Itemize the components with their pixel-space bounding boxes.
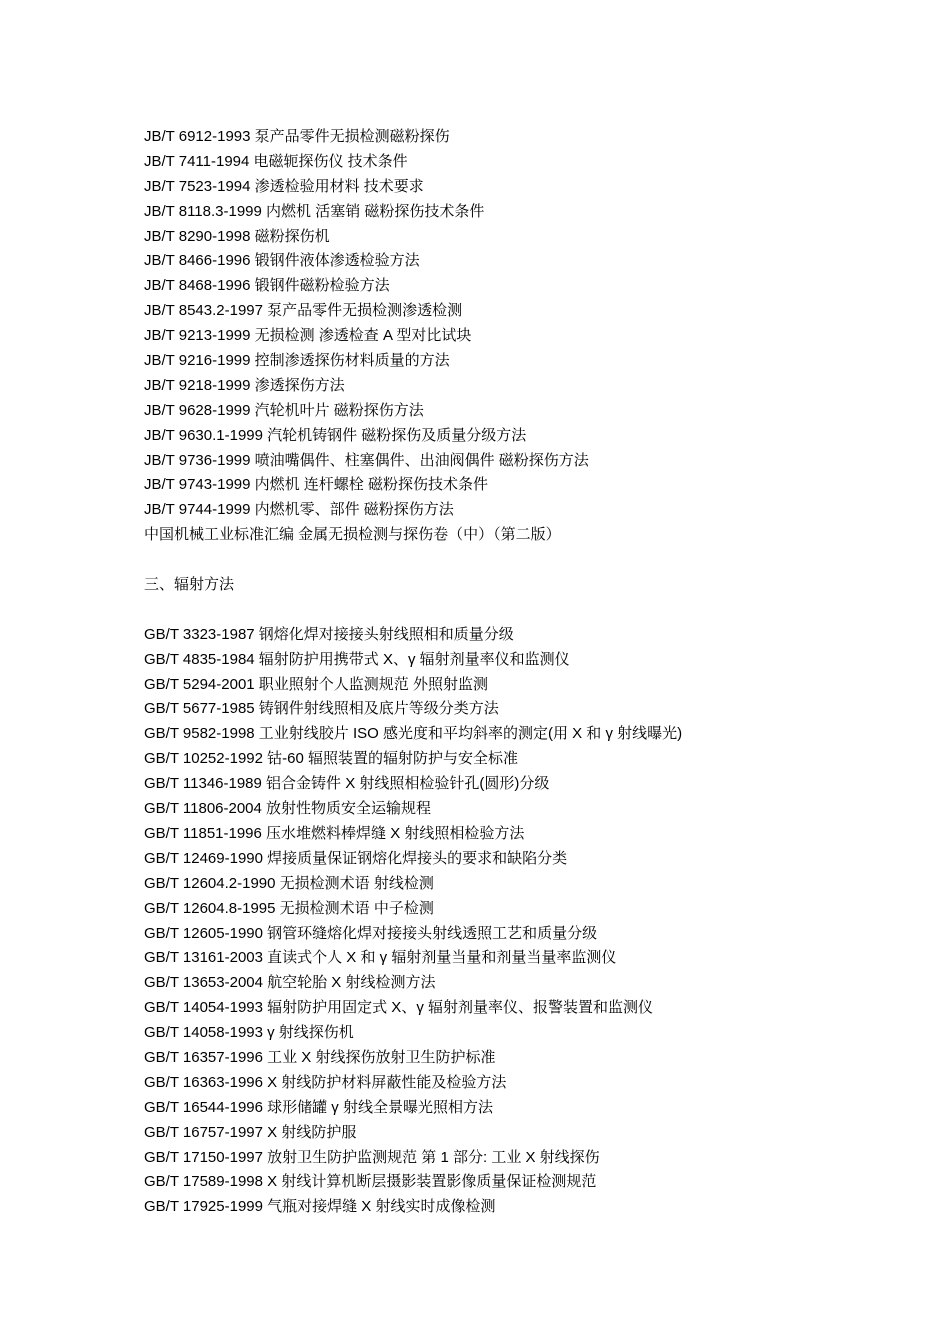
list-item: JB/T 9218-1999 渗透探伤方法 — [144, 376, 345, 394]
list-item: GB/T 14058-1993 γ 射线探伤机 — [144, 1024, 354, 1042]
list-item: JB/T 8543.2-1997 泵产品零件无损检测渗透检测 — [144, 302, 463, 320]
list-item: GB/T 11806-2004 放射性物质安全运输规程 — [144, 800, 432, 818]
list-item: GB/T 13653-2004 航空轮胎 X 射线检测方法 — [144, 974, 436, 992]
jbt-standards-list — [144, 125, 904, 548]
list-item: GB/T 12469-1990 焊接质量保证钢熔化焊接头的要求和缺陷分类 — [144, 849, 568, 867]
list-item: JB/T 7411-1994 电磁轭探伤仪 技术条件 — [144, 152, 408, 170]
list-item: GB/T 17150-1997 放射卫生防护监测规范 第 1 部分: 工业 X 射线探伤 — [144, 1148, 600, 1166]
list-item: GB/T 16757-1997 X 射线防护服 — [144, 1123, 357, 1141]
list-item: JB/T 6912-1993 泵产品零件无损检测磁粉探伤 — [144, 128, 450, 145]
section-heading: 三、辐射方法 — [144, 576, 235, 594]
list-item: JB/T 9743-1999 内燃机 连杆螺栓 磁粉探伤技术条件 — [144, 476, 488, 494]
list-item: JB/T 9736-1999 喷油嘴偶件、柱塞偶件、出油阀偶件 磁粉探伤方法 — [144, 451, 589, 469]
list-item: JB/T 8468-1996 锻钢件磁粉检验方法 — [144, 277, 390, 295]
list-item: GB/T 12604.8-1995 无损检测术语 中子检测 — [144, 899, 434, 917]
blank-line — [144, 548, 904, 573]
document-page — [144, 125, 904, 1220]
list-item: GB/T 16363-1996 X 射线防护材料屏蔽性能及检验方法 — [144, 1073, 507, 1091]
list-item: GB/T 14054-1993 辐射防护用固定式 X、γ 辐射剂量率仪、报警装置和监测仪 — [144, 999, 653, 1017]
list-item: JB/T 9628-1999 汽轮机叶片 磁粉探伤方法 — [144, 401, 424, 419]
list-item: GB/T 10252-1992 钴-60 辐照装置的辐射防护与安全标准 — [144, 750, 518, 768]
list-item: 中国机械工业标准汇编 金属无损检测与探伤卷（中）（第二版） — [144, 526, 561, 544]
list-item: JB/T 7523-1994 渗透检验用材料 技术要求 — [144, 177, 424, 195]
list-item: GB/T 11851-1996 压水堆燃料棒焊缝 X 射线照相检验方法 — [144, 824, 525, 842]
list-item: GB/T 11346-1989 铝合金铸件 X 射线照相检验针孔(圆形)分级 — [144, 775, 550, 793]
list-item: GB/T 16357-1996 工业 X 射线探伤放射卫生防护标准 — [144, 1048, 496, 1066]
list-item: GB/T 5294-2001 职业照射个人监测规范 外照射监测 — [144, 675, 488, 693]
list-item: GB/T 12604.2-1990 无损检测术语 射线检测 — [144, 874, 434, 892]
blank-line — [144, 598, 904, 623]
list-item: GB/T 3323-1987 钢熔化焊对接接头射线照相和质量分级 — [144, 625, 514, 643]
gbt-standards-list — [144, 623, 904, 1220]
list-item: GB/T 5677-1985 铸钢件射线照相及底片等级分类方法 — [144, 700, 499, 718]
list-item: JB/T 8466-1996 锻钢件液体渗透检验方法 — [144, 252, 420, 270]
list-item: GB/T 4835-1984 辐射防护用携带式 X、γ 辐射剂量率仪和监测仪 — [144, 650, 570, 668]
list-item: JB/T 9744-1999 内燃机零、部件 磁粉探伤方法 — [144, 501, 454, 519]
list-item: JB/T 9213-1999 无损检测 渗透检查 A 型对比试块 — [144, 327, 472, 345]
list-item: GB/T 17925-1999 气瓶对接焊缝 X 射线实时成像检测 — [144, 1198, 496, 1216]
list-item: JB/T 8118.3-1999 内燃机 活塞销 磁粉探伤技术条件 — [144, 202, 485, 220]
list-item: GB/T 13161-2003 直读式个人 X 和 γ 辐射剂量当量和剂量当量率监测仪 — [144, 949, 617, 967]
list-item: JB/T 9216-1999 控制渗透探伤材料质量的方法 — [144, 352, 450, 370]
list-item: JB/T 8290-1998 磁粉探伤机 — [144, 227, 330, 245]
list-item: GB/T 16544-1996 球形储罐 γ 射线全景曝光照相方法 — [144, 1098, 493, 1116]
list-item: GB/T 9582-1998 工业射线胶片 ISO 感光度和平均斜率的测定(用 X 和 γ 射线曝光) — [144, 725, 683, 743]
list-item: GB/T 12605-1990 钢管环缝熔化焊对接接头射线透照工艺和质量分级 — [144, 924, 598, 942]
list-item: GB/T 17589-1998 X 射线计算机断层摄影装置影像质量保证检测规范 — [144, 1173, 597, 1191]
list-item: JB/T 9630.1-1999 汽轮机铸钢件 磁粉探伤及质量分级方法 — [144, 426, 527, 444]
